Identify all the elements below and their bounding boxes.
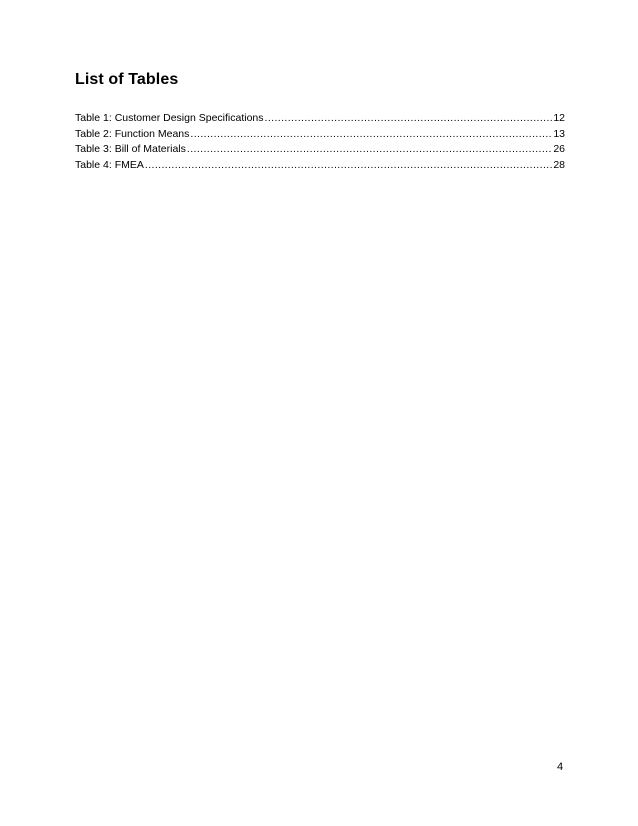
toc-entry-table-1[interactable] [75, 111, 565, 127]
toc-entry-label: Table 3: Bill of Materials [75, 143, 186, 155]
toc-entry-page: 12 [553, 112, 565, 124]
toc-entry-page: 28 [553, 158, 565, 171]
toc-entry-label: Table 1: Customer Design Specifications [75, 112, 264, 124]
toc-entry-page: 13 [553, 127, 565, 140]
toc-entry-page: 26 [553, 143, 565, 155]
page-number: 4 [557, 761, 564, 773]
list-of-tables-heading: List of Tables [75, 71, 179, 88]
dot-leader [190, 127, 552, 143]
dot-leader [265, 111, 553, 127]
list-of-tables [75, 111, 565, 173]
toc-entry-table-2[interactable] [75, 127, 565, 143]
dot-leader [145, 158, 552, 174]
toc-entry-table-3[interactable] [75, 142, 565, 158]
toc-entry-label: Table 2: Function Means [75, 127, 190, 140]
dot-leader [187, 142, 552, 158]
toc-entry-table-4[interactable] [75, 158, 565, 174]
toc-entry-label: Table 4: FMEA [75, 158, 144, 171]
